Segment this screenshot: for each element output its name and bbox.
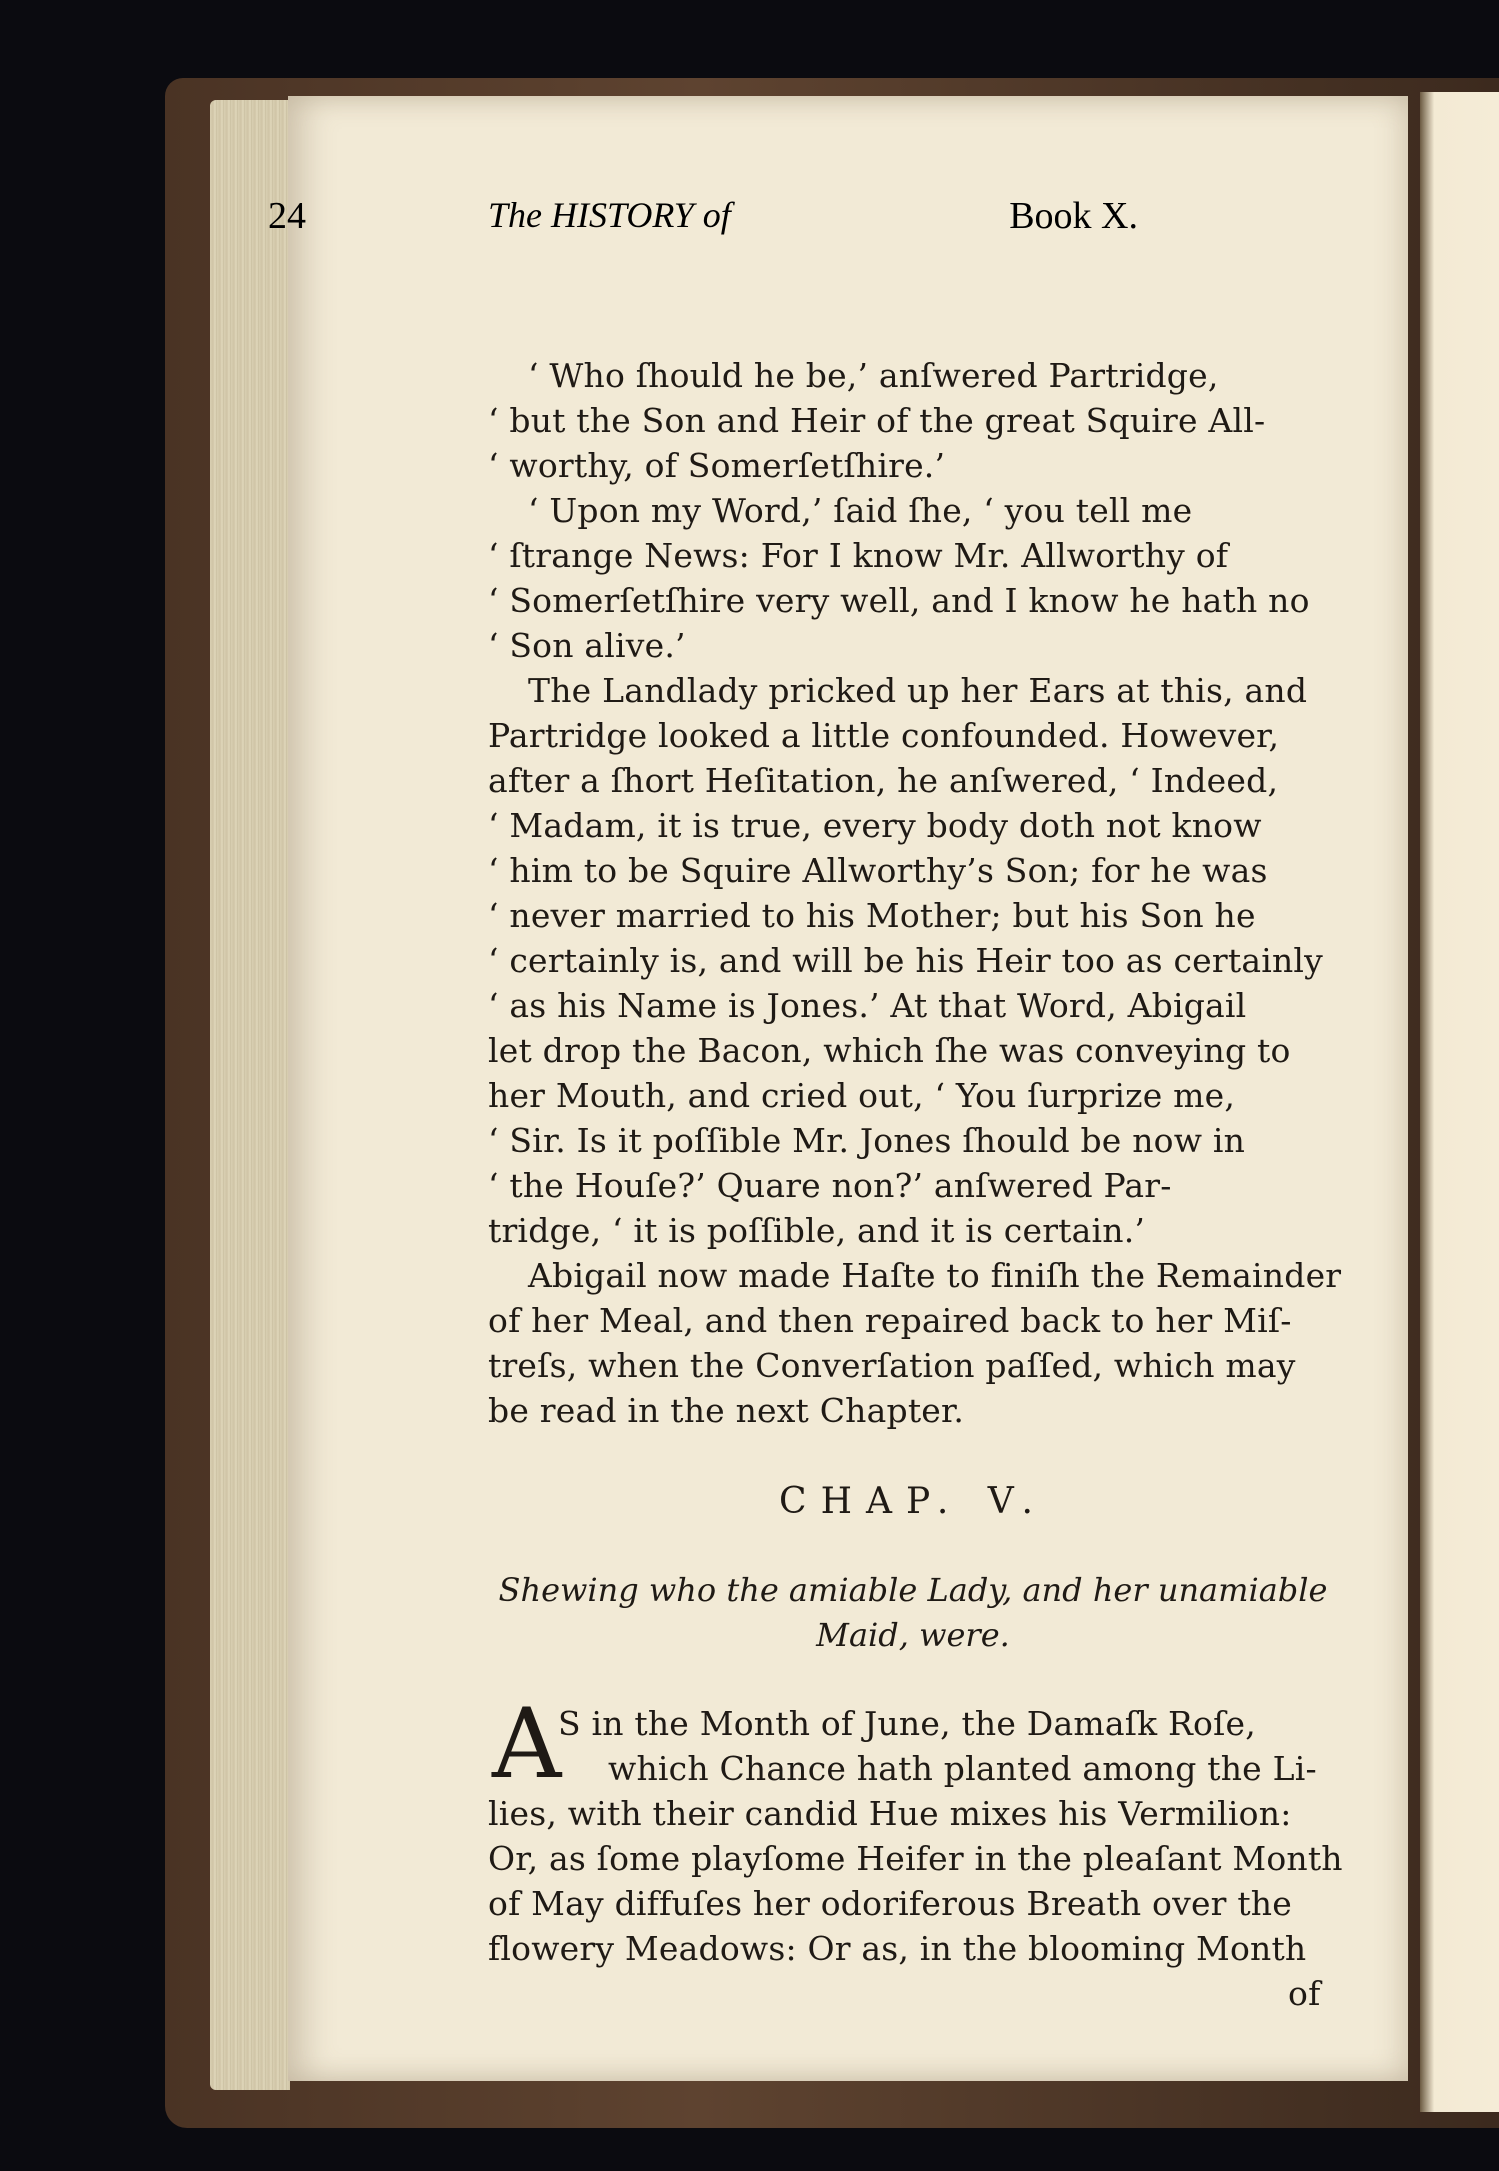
text-line: let drop the Bacon, which ſhe was conveying to (488, 1031, 1291, 1070)
text-line: tridge, ‘ it is poſſible, and it is certain.’ (488, 1211, 1146, 1250)
text-line: ‘ Sir. Is it poſſible Mr. Jones ſhould be now in (488, 1121, 1246, 1160)
facing-page (1420, 92, 1499, 2112)
text-line: ‘ the Houſe?’ Quare non?’ anſwered Par- (488, 1166, 1172, 1205)
text-block (488, 196, 1343, 2116)
text-line: Or, as ſome playſome Heifer in the pleaſant Month (488, 1839, 1343, 1878)
text-line: S in the Month of June, the Damaſk Roſe, (558, 1704, 1256, 1743)
text-line: ‘ Who ſhould he be,’ anſwered Partridge, (528, 356, 1219, 395)
text-line: her Mouth, and cried out, ‘ You ſurprize me, (488, 1076, 1236, 1115)
text-line: ‘ Upon my Word,’ ſaid ſhe, ‘ you tell me (528, 491, 1193, 530)
text-line: treſs, when the Converſation paſſed, which may (488, 1346, 1296, 1385)
text-line: Abigail now made Haſte to finiſh the Remainder (528, 1256, 1342, 1295)
book-page (268, 96, 1408, 2081)
text-line: ‘ ſtrange News: For I know Mr. Allworthy of (488, 536, 1229, 575)
text-line: ‘ him to be Squire Allworthy’s Son; for he was (488, 851, 1268, 890)
page-number: 24 (268, 195, 306, 237)
text-line: ‘ Madam, it is true, every body doth not know (488, 806, 1262, 845)
text-line: ‘ never married to his Mother; but his Son he (488, 896, 1256, 935)
chapter-subtitle-line2: Maid, were. (816, 1616, 1010, 1654)
text-line: flowery Meadows: Or as, in the blooming Month (488, 1929, 1307, 1968)
text-line: ‘ worthy, of Somerſetſhire.’ (488, 446, 946, 485)
chapter-heading: CHAP. V. (779, 1481, 1047, 1522)
book-label: Book X. (1009, 195, 1138, 237)
catchword: of (1288, 1974, 1321, 2013)
text-line: ‘ but the Son and Heir of the great Squire All- (488, 401, 1266, 440)
text-line: ‘ certainly is, and will be his Heir too as certainly (488, 941, 1324, 980)
running-title: The HISTORY of (488, 195, 731, 235)
text-line: The Landlady pricked up her Ears at this, and (528, 671, 1308, 710)
text-line: ‘ as his Name is Jones.’ At that Word, Abigail (488, 986, 1247, 1025)
page-edges (210, 100, 290, 2090)
text-line: lies, with their candid Hue mixes his Vermilion: (488, 1794, 1292, 1833)
text-line: Partridge looked a little confounded. However, (488, 716, 1280, 755)
text-line: of May diffuſes her odoriferous Breath over the (488, 1884, 1292, 1923)
text-line: after a ſhort Heſitation, he anſwered, ‘ Indeed, (488, 761, 1279, 800)
chapter-subtitle-line1: Shewing who the amiable Lady, and her unamiable (498, 1571, 1328, 1609)
text-line: ‘ Son alive.’ (488, 626, 686, 665)
text-line: ‘ Somerſetſhire very well, and I know he hath no (488, 581, 1310, 620)
text-line: which Chance hath planted among the Li- (608, 1749, 1317, 1788)
text-line: be read in the next Chapter. (488, 1391, 965, 1430)
drop-cap: A (492, 1688, 562, 1800)
text-line: of her Meal, and then repaired back to her Miſ- (488, 1301, 1292, 1340)
